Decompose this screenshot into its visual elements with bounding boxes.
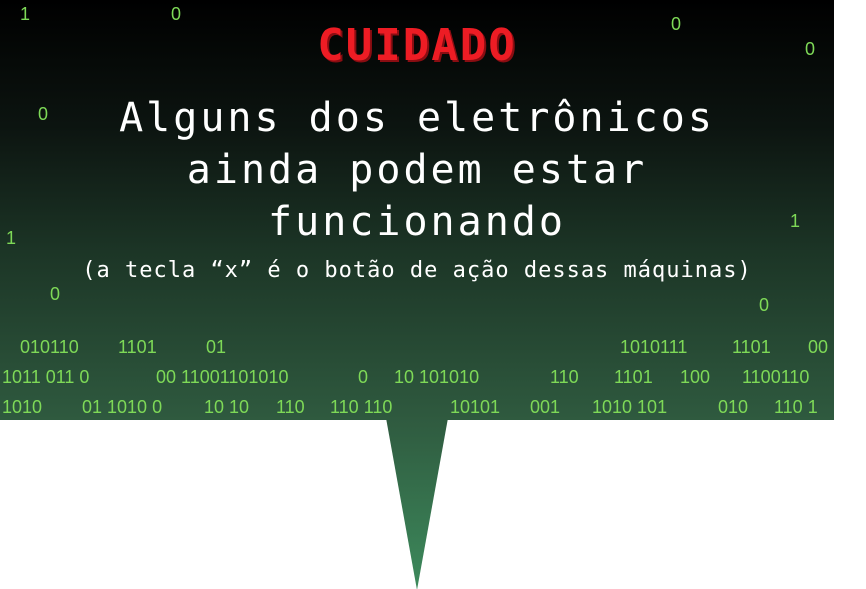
binary-code: 1010	[2, 397, 43, 417]
binary-code: 1011 011 0	[2, 367, 90, 387]
binary-code: 01 1010 0	[82, 397, 163, 417]
binary-digit: 0	[759, 295, 770, 315]
warning-message-line: funcionando	[268, 199, 566, 245]
binary-digit: 1	[20, 4, 31, 24]
binary-code: 100	[680, 367, 711, 387]
binary-code: 010110	[20, 337, 79, 357]
binary-code: 01	[206, 337, 227, 357]
binary-code: 001	[530, 397, 561, 417]
binary-code: 00 11001101010	[156, 367, 289, 387]
binary-digit: 0	[805, 39, 816, 59]
binary-code: 1100110	[742, 367, 810, 387]
binary-code: 10101	[450, 397, 501, 417]
binary-digit: 1	[6, 228, 17, 248]
binary-digit: 0	[671, 14, 682, 34]
binary-code: 1010 101	[592, 397, 668, 417]
binary-digit: 0	[38, 104, 49, 124]
binary-code: 110 110	[330, 397, 393, 417]
action-key-hint: (a tecla “x” é o botão de ação dessas máquinas)	[82, 258, 752, 283]
binary-digit: 1	[790, 211, 801, 231]
binary-digit: 0	[171, 4, 182, 24]
binary-code: 110	[550, 367, 579, 387]
binary-code: 10 101010	[394, 367, 480, 387]
warning-title: CUIDADO	[317, 20, 517, 71]
binary-code: 10 10	[204, 397, 250, 417]
warning-message	[0, 92, 834, 248]
binary-digit: 0	[50, 284, 61, 304]
binary-code: 1101	[118, 337, 157, 357]
binary-code: 1010111	[620, 337, 688, 357]
binary-code: 00	[808, 337, 829, 357]
speech-pointer	[386, 418, 448, 589]
binary-code: 110 1	[774, 397, 818, 417]
binary-code: 0	[358, 367, 369, 387]
binary-code: 110	[276, 397, 305, 417]
binary-code: 1101	[732, 337, 771, 357]
binary-code: 1101	[614, 367, 653, 387]
warning-message-line: Alguns dos eletrônicos	[119, 95, 715, 141]
warning-message-line: ainda podem estar	[186, 147, 648, 193]
binary-code: 010	[718, 397, 749, 417]
